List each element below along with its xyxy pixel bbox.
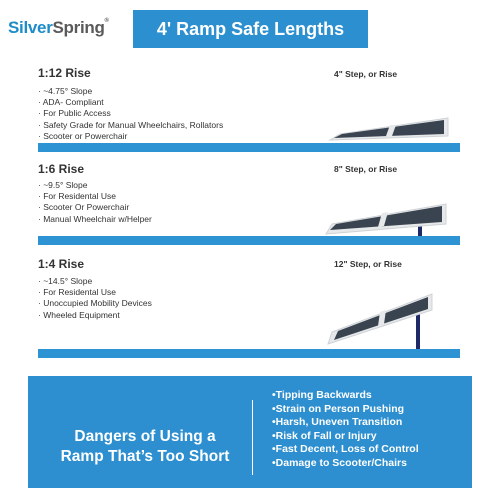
logo-text-spring: Spring xyxy=(52,18,105,37)
list-item: · Scooter or Powerchair xyxy=(38,130,128,141)
step-height-label: 8" Step, or Rise xyxy=(334,164,398,174)
list-item: •Tipping Backwards xyxy=(272,389,372,401)
ground-bar xyxy=(38,349,460,358)
list-item: •Risk of Fall or Injury xyxy=(272,429,377,442)
ramp-illustration-8-inch xyxy=(318,192,458,238)
list-item: · ~4.75° Slope xyxy=(38,86,93,96)
list-item: · For Residental Use xyxy=(38,191,116,202)
ground-bar xyxy=(38,236,460,245)
list-item: •Damage to Scooter/Chairs xyxy=(272,456,407,469)
list-item: •Fast Decent, Loss of Control xyxy=(272,443,419,455)
step-height-label: 12" Step, or Rise xyxy=(334,259,402,269)
list-item: · Unoccupied Mobility Devices xyxy=(38,298,152,309)
list-item: · ~9.5° Slope xyxy=(38,180,88,190)
list-item: · ~14.5° Slope xyxy=(38,276,93,286)
list-item: · For Residental Use xyxy=(38,287,116,298)
page-title xyxy=(133,10,368,48)
list-item: · ADA- Compliant xyxy=(38,97,104,108)
ramp-illustration-12-inch xyxy=(320,280,455,350)
rise-ratio-title: 1:12 Rise xyxy=(38,66,91,80)
list-item: · Wheeled Equipment xyxy=(38,309,120,320)
list-item: · Manual Wheelchair w/Helper xyxy=(38,213,152,224)
list-item: •Strain on Person Pushing xyxy=(272,402,405,415)
ground-bar xyxy=(38,143,460,152)
feature-list xyxy=(38,180,152,225)
logo-trademark: ® xyxy=(104,18,109,24)
rise-ratio-title: 1:4 Rise xyxy=(38,257,85,271)
step-height-label: 4" Step, or Rise xyxy=(334,69,398,79)
feature-list xyxy=(38,276,152,321)
ramp-illustration-4-inch xyxy=(320,108,450,144)
logo-text-silver: Silver xyxy=(8,18,53,37)
dangers-title: Dangers of Using a Ramp That’s Too Short xyxy=(60,428,230,465)
rise-ratio-title: 1:6 Rise xyxy=(38,162,85,176)
feature-list xyxy=(38,86,223,142)
list-item: •Harsh, Uneven Transition xyxy=(272,416,403,428)
page-title-text: 4' Ramp Safe Lengths xyxy=(156,18,345,39)
list-item: · For Public Access xyxy=(38,108,111,119)
list-item: · Safety Grade for Manual Wheelchairs, Rollators xyxy=(38,119,224,130)
brand-logo xyxy=(8,18,109,38)
list-item: · Scooter Or Powerchair xyxy=(38,202,130,213)
vertical-divider xyxy=(252,400,253,475)
dangers-list xyxy=(272,389,419,470)
